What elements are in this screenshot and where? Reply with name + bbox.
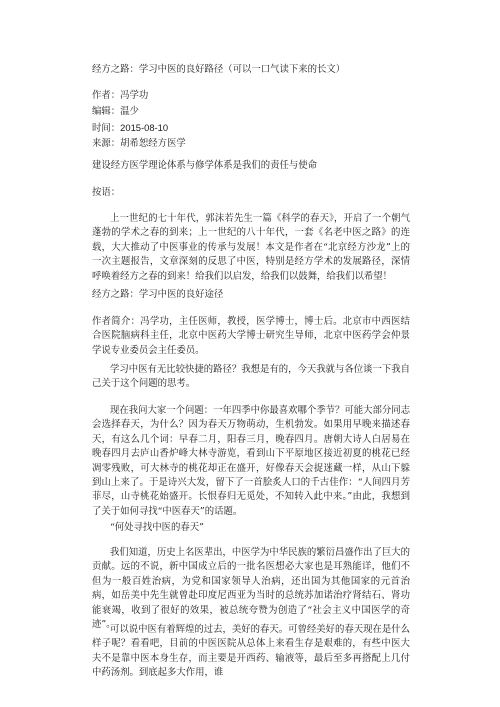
note-label: 按语： <box>92 187 121 198</box>
heading-path: 经方之路：学习中医的良好途径 <box>92 289 224 300</box>
meta-time <box>92 120 410 137</box>
intro-paragraph: 上一世纪的七十年代，郭沫若先生一篇《科学的春天》，开启了一个朝气蓬勃的学术之春的到来；上一世纪的八十年代，一套《名老中医之路》的连载，大大推动了中医事业的传承与发展！本文是作者在“北京经方沙龙”上的一次主题报告，文章深刻的反思了中医，特别是经方学术的发展路径，深情呼唤着经方之春的到来！给我们以启发，给我们以鼓舞，给我们以希望！ <box>92 213 410 282</box>
document-title: 经方之路：学习中医的良好路径（可以一口气读下来的长文） <box>92 64 346 75</box>
meta-time-value: 2015-08-10 <box>120 121 169 133</box>
paragraph-history: 我们知道，历史上名医辈出，中医学为中华民族的繁衍昌盛作出了巨大的贡献。远的不说，新中国成立后的一批名医想必大家也是耳熟能详，他们不但为一般百姓治病，为党和国家领导人治病，还出国为其他国家的元首治病，如岳美中先生就曾赴印度尼西亚为当时的总统苏加诺治疗肾结石、肾功能衰竭，收到了很好的效果，被总统夸赞为创造了“社会主义中国医学的奇迹”。 <box>92 547 411 631</box>
meta-time-label: 时间： <box>92 122 121 134</box>
heading-mission: 建设经方医学理论体系与修学体系是我们的责任与使命 <box>92 160 318 171</box>
section-heading: “何处寻找中医的春天” <box>110 522 204 533</box>
meta-editor: 编辑：温少 <box>92 105 139 117</box>
article-meta <box>92 88 410 152</box>
paragraph-status: 可以说中医有着辉煌的过去，美好的春天。可曾经美好的春天现在是什么样子呢？看看吧，目前的中医医院从总体上来看生存是艰难的，有些中医大夫不是靠中医本身生存，而主要是开西药、输液等，最后至多再搭配上几付中药汤剂。到底起多大作用，谁 <box>92 624 411 679</box>
paragraph-question: 学习中医有无比较快捷的路径？我想是有的，今天我就与各位谈一下我自己关于这个问题的思考。 <box>92 364 411 390</box>
meta-source: 来源：胡希恕经方医学 <box>92 138 186 150</box>
author-bio: 作者简介：冯学功，主任医师，教授，医学博士，博士后。北京市中西医结合医院脑病科主任，北京中医药大学博士研究生导师，北京中医药学会仲景学说专业委员会主任委员。 <box>92 316 410 356</box>
paragraph-spring: 现在我问大家一个问题：一年四季中你最喜欢哪个季节？可能大部分同志会选择春天，为什么？因为春天万物萌动，生机勃发。如果用早晚来描述春天，有这么几个词：早春二月，阳春三月，晚春四月。唐朝大诗人白居易在晚春四月去庐山香炉峰大林寺游览，看到山下平原地区接近初夏的桃花已经凋零残败，可大林寺的桃花却正在盛开，好像春天会捉迷藏一样，从山下躲到山上来了。于是诗兴大发，留下了一首脍炙人口的千古佳作：“人间四月芳菲尽，山寺桃花始盛开。长恨春归无觅处，不知转入此中来。”由此，我想到了关于如何寻找“中医春天”的话题。 <box>92 405 411 517</box>
meta-author: 作者：冯学功 <box>92 90 149 101</box>
